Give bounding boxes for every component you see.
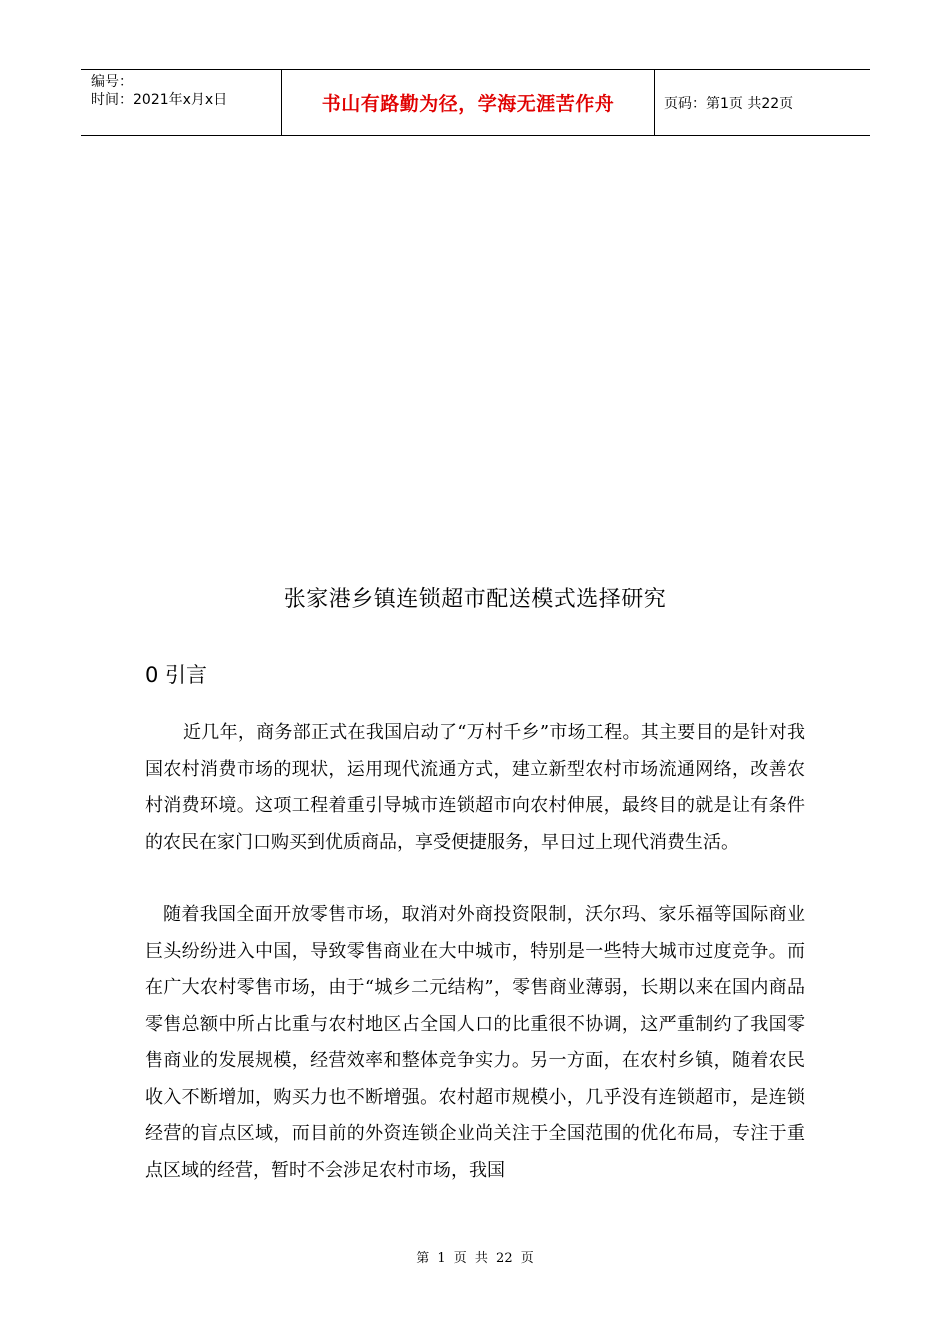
date-label: 时间：2021年x月x日 (91, 92, 228, 108)
document-header (81, 69, 870, 136)
number-label: 编号： (91, 74, 133, 90)
body-paragraph: 近几年，商务部正式在我国启动了“万村千乡”市场工程。其主要目的是针对我国农村消费市场的现状，运用现代流通方式，建立新型农村市场流通网络，改善农村消费环境。这项工程着重引导城市连锁超市向农村伸展，最终目的就是让有条件的农民在家门口购买到优质商品，享受便捷服务，早日过上现代消费生活。 (145, 722, 805, 853)
header-divider (654, 70, 655, 135)
header-meta (81, 70, 281, 135)
header-motto: 书山有路勤为径，学海无涯苦作舟 (321, 93, 615, 115)
page-footer: 第 1 页 共 22 页 (416, 1251, 534, 1266)
document-title: 张家港乡镇连锁超市配送模式选择研究 (283, 587, 667, 612)
body-paragraph: 随着我国全面开放零售市场，取消对外商投资限制，沃尔玛、家乐福等国际商业巨头纷纷进入中国，导致零售商业在大中城市，特别是一些特大城市过度竞争。而在广大农村零售市场，由于“城乡二元结构”，零售商业薄弱，长期以来在国内商品零售总额中所占比重与农村地区占全国人口的比重很不协调，这严重制约了我国零售商业的发展规模，经营效率和整体竞争实力。另一方面，在农村乡镇，随着农民收入不断增加，购买力也不断增强。农村超市规模小，几乎没有连锁超市，是连锁经营的盲点区域，而目前的外资连锁企业尚关注于全国范围的优化布局，专注于重点区域的经营，暂时不会涉足农村市场，我国 (145, 904, 805, 1181)
section-heading: 0 引言 (145, 663, 208, 687)
header-page-info: 页码：第1页 共22页 (664, 95, 794, 112)
